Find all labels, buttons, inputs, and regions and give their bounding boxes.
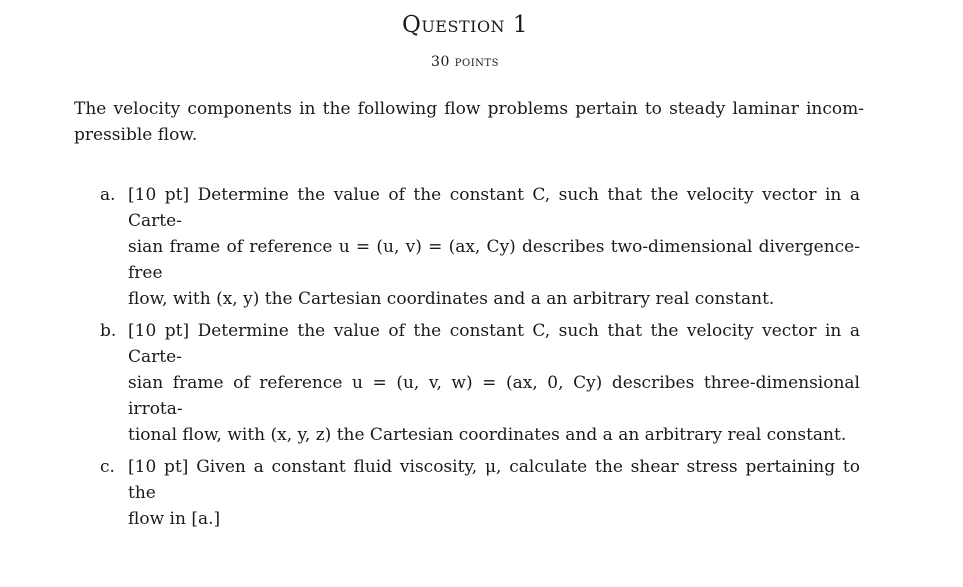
intro-line-2: pressible flow. [74,125,198,145]
part-c-marker: c. [100,457,115,477]
question-part-c [100,454,860,532]
part-a-line-2: sian frame of reference u = (u, v) = (ax, Cy) describes two-dimensional divergence-free [128,237,860,283]
question-points: 30 points [431,54,499,70]
part-a-line-1: [10 pt] Determine the value of the constant C, such that the velocity vector in a Carte- [128,185,860,231]
part-a-line-3: flow, with (x, y) the Cartesian coordinates and a an arbitrary real constant. [128,289,775,309]
question-part-a [100,182,860,312]
question-part-b [100,318,860,448]
part-b-line-1: [10 pt] Determine the value of the constant C, such that the velocity vector in a Carte- [128,321,860,367]
part-b-line-3: tional flow, with (x, y, z) the Cartesian coordinates and a an arbitrary real constant. [128,425,847,445]
part-c-line-1: [10 pt] Given a constant fluid viscosity, μ, calculate the shear stress pertaining to the [128,457,860,503]
part-b-text [128,318,860,448]
part-b-line-2: sian frame of reference u = (u, v, w) = (ax, 0, Cy) describes three-dimensional irrota- [128,373,860,419]
intro-line-1: The velocity components in the following flow problems pertain to steady laminar incom- [74,99,864,119]
part-c-line-2: flow in [a.] [128,509,221,529]
part-a-text [128,182,860,312]
question-title: Question 1 [401,12,529,38]
intro-paragraph [74,96,864,148]
part-a-marker: a. [100,185,116,205]
part-c-text [128,454,860,532]
part-b-marker: b. [100,321,117,341]
